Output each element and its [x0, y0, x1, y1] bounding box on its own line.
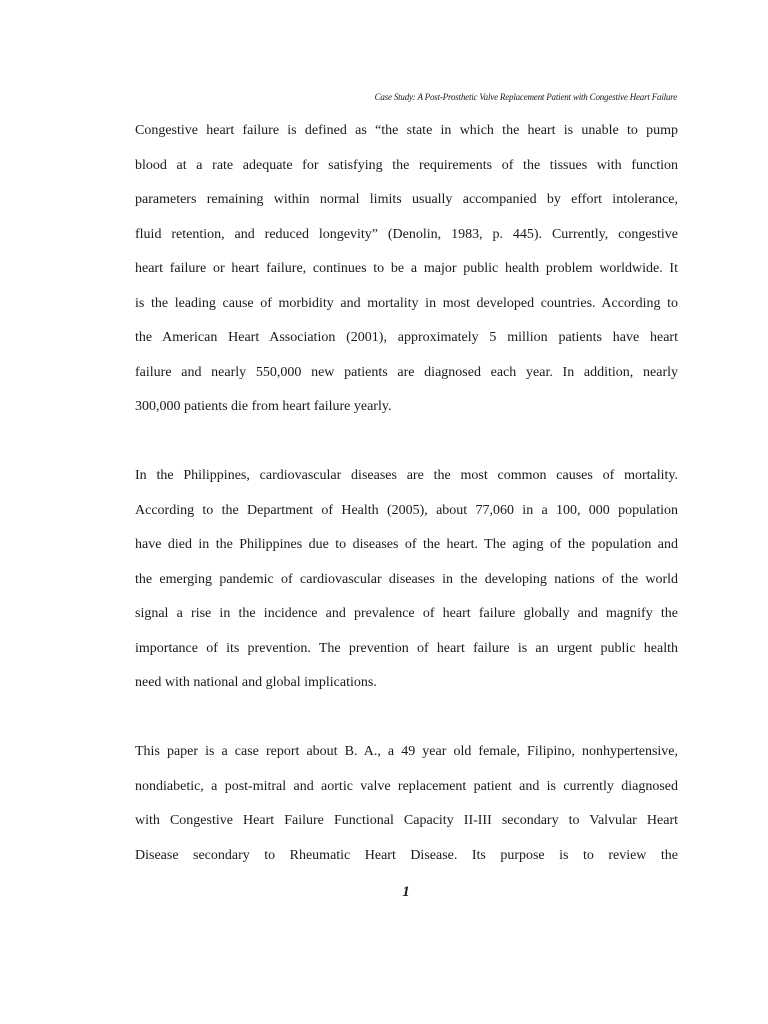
- page-number: 1: [402, 884, 410, 900]
- text-line: with Congestive Heart Failure Functional Capacity II-III secondary to Valvular Heart: [135, 813, 678, 828]
- text-line: signal a rise in the incidence and prevalence of heart failure globally and magnify the: [135, 606, 678, 621]
- paragraph-definition: [135, 114, 678, 425]
- text-line: 300,000 patients die from heart failure yearly.: [135, 399, 392, 414]
- paragraph-philippines: [135, 459, 678, 701]
- text-line: failure and nearly 550,000 new patients are diagnosed each year. In addition, nearly: [135, 364, 678, 380]
- text-line: fluid retention, and reduced longevity” (Denolin, 1983, p. 445). Currently, congestive: [135, 226, 678, 242]
- text-line: In the Philippines, cardiovascular diseases are the most common causes of mortality.: [135, 468, 678, 483]
- text-line: nondiabetic, a post-mitral and aortic valve replacement patient and is currently diagnosed: [135, 778, 678, 794]
- text-line: is the leading cause of morbidity and mortality in most developed countries. According to: [135, 295, 678, 311]
- text-line: Congestive heart failure is defined as “the state in which the heart is unable to pump: [135, 123, 678, 138]
- text-line: parameters remaining within normal limits usually accompanied by effort intolerance,: [135, 192, 678, 207]
- text-line: need with national and global implications.: [135, 675, 377, 690]
- text-line: Disease secondary to Rheumatic Heart Disease. Its purpose is to review the: [135, 847, 678, 863]
- text-line: the American Heart Association (2001), approximately 5 million patients have heart: [135, 330, 678, 345]
- text-line: importance of its prevention. The prevention of heart failure is an urgent public health: [135, 640, 678, 656]
- text-line: This paper is a case report about B. A., a 49 year old female, Filipino, nonhypertensive,: [135, 744, 678, 759]
- text-line: the emerging pandemic of cardiovascular diseases in the developing nations of the world: [135, 571, 678, 587]
- text-line: blood at a rate adequate for satisfying the requirements of the tissues with function: [135, 157, 678, 173]
- text-line: heart failure or heart failure, continues to be a major public health problem worldwide. It: [135, 261, 678, 276]
- running-header: Case Study: A Post-Prosthetic Valve Replacement Patient with Congestive Heart Failure: [374, 92, 677, 102]
- paragraph-case-report: [135, 735, 678, 873]
- text-line: According to the Department of Health (2005), about 77,060 in a 100, 000 population: [135, 502, 678, 518]
- text-line: have died in the Philippines due to diseases of the heart. The aging of the population and: [135, 537, 678, 552]
